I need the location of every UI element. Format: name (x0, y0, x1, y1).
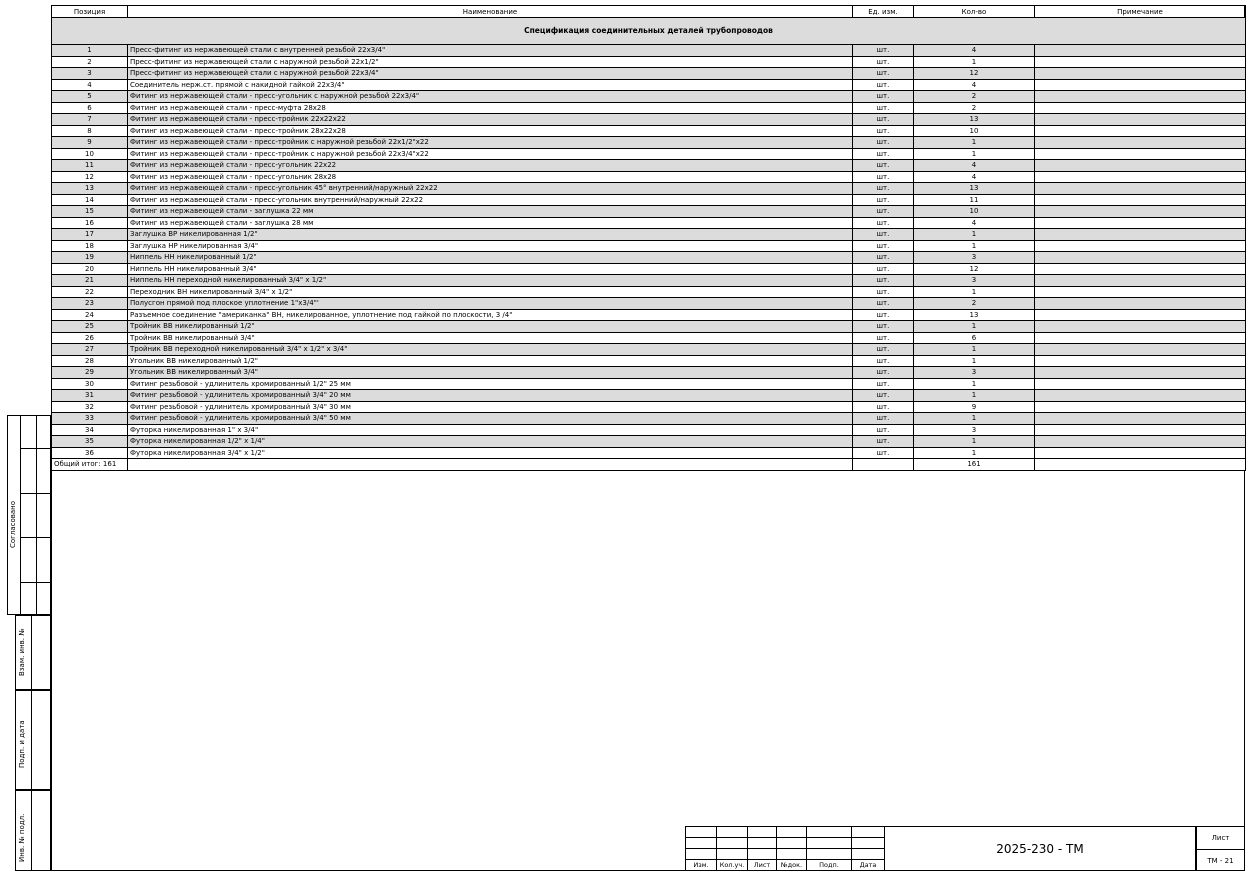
specification-table (51, 5, 1246, 471)
cell-pos: 25 (52, 321, 128, 333)
cell-unit: шт. (853, 240, 914, 252)
cell-qty: 1 (914, 355, 1035, 367)
table-row (52, 286, 1246, 298)
cell-qty: 4 (914, 45, 1035, 57)
table-row (52, 160, 1246, 172)
cell-unit: шт. (853, 45, 914, 57)
cell-note (1035, 125, 1246, 137)
cell-unit: шт. (853, 171, 914, 183)
cell-unit: шт. (853, 91, 914, 103)
cell-note (1035, 309, 1246, 321)
table-row (52, 171, 1246, 183)
cell-pos: 6 (52, 102, 128, 114)
cell-name: Фитинг из нержавеющей стали - заглушка 28 мм (128, 217, 853, 229)
cell-qty: 3 (914, 252, 1035, 264)
table-row (52, 148, 1246, 160)
cell-qty: 1 (914, 436, 1035, 448)
cell-pos: 23 (52, 298, 128, 310)
cell-name: Фитинг резьбовой - удлинитель хромированный 3/4" 20 мм (128, 390, 853, 402)
cell-qty: 1 (914, 390, 1035, 402)
cell-name: Угольник ВВ никелированный 1/2" (128, 355, 853, 367)
cell-pos: 3 (52, 68, 128, 80)
cell-qty: 1 (914, 286, 1035, 298)
title-block-grid (685, 826, 885, 871)
cell-unit: шт. (853, 332, 914, 344)
cell-unit: шт. (853, 367, 914, 379)
cell-pos: 36 (52, 447, 128, 459)
cell-pos: 32 (52, 401, 128, 413)
cell-name: Ниппель НН никелированный 3/4" (128, 263, 853, 275)
cell-qty: 13 (914, 309, 1035, 321)
cell-note (1035, 114, 1246, 126)
cell-name: Фитинг из нержавеющей стали - пресс-тройник 28х22х28 (128, 125, 853, 137)
cell-pos: 27 (52, 344, 128, 356)
total-qty: 161 (914, 459, 1035, 471)
cell-pos: 31 (52, 390, 128, 402)
table-row (52, 45, 1246, 57)
cell-pos: 12 (52, 171, 128, 183)
cell-pos: 1 (52, 45, 128, 57)
cell-unit: шт. (853, 114, 914, 126)
cell-unit: шт. (853, 344, 914, 356)
cell-unit: шт. (853, 125, 914, 137)
cell-name: Пресс-фитинг из нержавеющей стали с наружной резьбой 22х3/4" (128, 68, 853, 80)
cell-qty: 1 (914, 137, 1035, 149)
cell-qty: 4 (914, 171, 1035, 183)
table-row (52, 79, 1246, 91)
cell-note (1035, 229, 1246, 241)
col-header-note: Примечание (1035, 6, 1246, 18)
cell-unit: шт. (853, 263, 914, 275)
cell-qty: 1 (914, 344, 1035, 356)
table-row (52, 263, 1246, 275)
table-row (52, 114, 1246, 126)
table-row (52, 183, 1246, 195)
cell-unit: шт. (853, 137, 914, 149)
cell-pos: 19 (52, 252, 128, 264)
cell-note (1035, 68, 1246, 80)
cell-pos: 26 (52, 332, 128, 344)
cell-unit: шт. (853, 298, 914, 310)
cell-pos: 15 (52, 206, 128, 218)
cell-name: Фитинг из нержавеющей стали - пресс-угольник 45° внутренний/наружный 22х22 (128, 183, 853, 195)
sheet-label: Лист (1197, 827, 1244, 850)
table-row (52, 240, 1246, 252)
cell-name: Фитинг из нержавеющей стали - пресс-угольник внутренний/наружный 22х22 (128, 194, 853, 206)
cell-qty: 1 (914, 56, 1035, 68)
cell-note (1035, 263, 1246, 275)
agreed-rows (20, 415, 51, 615)
tb-header-list: Лист (748, 860, 777, 871)
cell-pos: 35 (52, 436, 128, 448)
cell-note (1035, 160, 1246, 172)
sheet-cell (1196, 826, 1245, 871)
col-header-name: Наименование (128, 6, 853, 18)
cell-note (1035, 321, 1246, 333)
cell-pos: 29 (52, 367, 128, 379)
cell-pos: 9 (52, 137, 128, 149)
tb-header-izm: Изм. (686, 860, 717, 871)
cell-qty: 10 (914, 125, 1035, 137)
cell-name: Фитинг из нержавеющей стали - заглушка 22 мм (128, 206, 853, 218)
cell-note (1035, 355, 1246, 367)
cell-pos: 34 (52, 424, 128, 436)
cell-unit: шт. (853, 217, 914, 229)
cell-note (1035, 367, 1246, 379)
total-row (52, 459, 1246, 471)
cell-note (1035, 91, 1246, 103)
cell-pos: 24 (52, 309, 128, 321)
cell-unit: шт. (853, 229, 914, 241)
cell-name: Полусгон прямой под плоское уплотнение 1"х3/4"' (128, 298, 853, 310)
col-header-unit: Ед. изм. (853, 6, 914, 18)
cell-name: Переходник ВН никелированный 3/4" х 1/2" (128, 286, 853, 298)
cell-qty: 1 (914, 447, 1035, 459)
table-title: Спецификация соединительных деталей трубопроводов (52, 18, 1246, 45)
cell-note (1035, 286, 1246, 298)
cell-unit: шт. (853, 390, 914, 402)
table-row (52, 194, 1246, 206)
cell-pos: 7 (52, 114, 128, 126)
cell-pos: 4 (52, 79, 128, 91)
cell-note (1035, 332, 1246, 344)
cell-note (1035, 436, 1246, 448)
cell-qty: 2 (914, 102, 1035, 114)
cell-note (1035, 275, 1246, 287)
tb-header-podp: Подп. (807, 860, 852, 871)
cell-name: Фитинг из нержавеющей стали - пресс-тройник с наружной резьбой 22х1/2"х22 (128, 137, 853, 149)
cell-qty: 10 (914, 206, 1035, 218)
cell-note (1035, 252, 1246, 264)
cell-qty: 11 (914, 194, 1035, 206)
cell-note (1035, 424, 1246, 436)
table-row (52, 309, 1246, 321)
col-header-pos: Позиция (52, 6, 128, 18)
cell-name: Тройник ВВ никелированный 1/2" (128, 321, 853, 333)
table-row (52, 137, 1246, 149)
table-row (52, 436, 1246, 448)
table-row (52, 229, 1246, 241)
cell-unit: шт. (853, 401, 914, 413)
cell-note (1035, 137, 1246, 149)
document-code: 2025-230 - ТМ (884, 826, 1196, 871)
cell-note (1035, 447, 1246, 459)
cell-pos: 14 (52, 194, 128, 206)
cell-qty: 1 (914, 321, 1035, 333)
cell-name: Тройник ВВ переходной никелированный 3/4" х 1/2" х 3/4" (128, 344, 853, 356)
cell-note (1035, 148, 1246, 160)
table-row (52, 447, 1246, 459)
table-row (52, 367, 1246, 379)
cell-qty: 13 (914, 183, 1035, 195)
cell-pos: 10 (52, 148, 128, 160)
cell-qty: 1 (914, 378, 1035, 390)
cell-name: Заглушка ВР никелированная 1/2" (128, 229, 853, 241)
table-row (52, 91, 1246, 103)
cell-name: Соединитель нерж.ст. прямой с накидной гайкой 22х3/4" (128, 79, 853, 91)
cell-name: Футорка никелированная 3/4" х 1/2" (128, 447, 853, 459)
cell-name: Футорка никелированная 1" х 3/4" (128, 424, 853, 436)
cell-qty: 2 (914, 298, 1035, 310)
cell-unit: шт. (853, 447, 914, 459)
table-row (52, 424, 1246, 436)
cell-pos: 33 (52, 413, 128, 425)
table-row (52, 355, 1246, 367)
cell-note (1035, 79, 1246, 91)
inv-replace-label: Взам. инв. № (18, 628, 26, 676)
cell-name: Угольник ВВ никелированный 3/4" (128, 367, 853, 379)
cell-qty: 9 (914, 401, 1035, 413)
cell-note (1035, 217, 1246, 229)
table-row (52, 413, 1246, 425)
table-row (52, 252, 1246, 264)
cell-unit: шт. (853, 252, 914, 264)
cell-pos: 16 (52, 217, 128, 229)
table-row (52, 378, 1246, 390)
cell-qty: 1 (914, 413, 1035, 425)
tb-header-koluch: Кол.уч. (717, 860, 748, 871)
tb-header-data: Дата (852, 860, 885, 871)
cell-unit: шт. (853, 79, 914, 91)
cell-name: Фитинг из нержавеющей стали - пресс-тройник с наружной резьбой 22х3/4"х22 (128, 148, 853, 160)
cell-name: Футорка никелированная 1/2" х 1/4" (128, 436, 853, 448)
cell-pos: 28 (52, 355, 128, 367)
cell-name: Пресс-фитинг из нержавеющей стали с внутренней резьбой 22х3/4" (128, 45, 853, 57)
cell-unit: шт. (853, 286, 914, 298)
cell-unit: шт. (853, 194, 914, 206)
cell-name: Ниппель НН никелированный 1/2" (128, 252, 853, 264)
cell-unit: шт. (853, 148, 914, 160)
cell-note (1035, 413, 1246, 425)
cell-name: Фитинг резьбовой - удлинитель хромированный 3/4" 30 мм (128, 401, 853, 413)
table-row (52, 332, 1246, 344)
cell-note (1035, 378, 1246, 390)
cell-name: Фитинг из нержавеющей стали - пресс-угольник 22х22 (128, 160, 853, 172)
cell-name: Фитинг резьбовой - удлинитель хромированный 3/4" 50 мм (128, 413, 853, 425)
cell-note (1035, 102, 1246, 114)
cell-name: Фитинг резьбовой - удлинитель хромированный 1/2" 25 мм (128, 378, 853, 390)
table-row (52, 206, 1246, 218)
table-row (52, 275, 1246, 287)
cell-unit: шт. (853, 309, 914, 321)
cell-pos: 8 (52, 125, 128, 137)
tb-header-ndok: №док. (777, 860, 807, 871)
total-name-cell (128, 459, 853, 471)
header-row (52, 6, 1246, 18)
cell-qty: 1 (914, 148, 1035, 160)
table-row (52, 68, 1246, 80)
cell-qty: 12 (914, 263, 1035, 275)
cell-qty: 13 (914, 114, 1035, 126)
cell-note (1035, 171, 1246, 183)
total-unit-cell (853, 459, 914, 471)
cell-pos: 21 (52, 275, 128, 287)
cell-name: Заглушка НР никелированная 3/4" (128, 240, 853, 252)
col-header-qty: Кол-во (914, 6, 1035, 18)
cell-pos: 22 (52, 286, 128, 298)
cell-name: Тройник ВВ никелированный 3/4" (128, 332, 853, 344)
cell-name: Ниппель НН переходной никелированный 3/4" х 1/2" (128, 275, 853, 287)
cell-unit: шт. (853, 102, 914, 114)
cell-qty: 1 (914, 240, 1035, 252)
table-row (52, 401, 1246, 413)
cell-pos: 30 (52, 378, 128, 390)
cell-unit: шт. (853, 378, 914, 390)
cell-qty: 4 (914, 160, 1035, 172)
cell-unit: шт. (853, 183, 914, 195)
cell-name: Фитинг из нержавеющей стали - пресс-тройник 22х22х22 (128, 114, 853, 126)
cell-name: Фитинг из нержавеющей стали - пресс-муфта 28х28 (128, 102, 853, 114)
table-row (52, 321, 1246, 333)
cell-qty: 4 (914, 217, 1035, 229)
cell-pos: 5 (52, 91, 128, 103)
agreed-label: Согласовано (9, 500, 17, 548)
cell-unit: шт. (853, 413, 914, 425)
cell-unit: шт. (853, 275, 914, 287)
cell-unit: шт. (853, 436, 914, 448)
cell-note (1035, 240, 1246, 252)
cell-pos: 2 (52, 56, 128, 68)
cell-note (1035, 183, 1246, 195)
cell-note (1035, 56, 1246, 68)
cell-unit: шт. (853, 206, 914, 218)
cell-note (1035, 45, 1246, 57)
cell-qty: 3 (914, 275, 1035, 287)
cell-unit: шт. (853, 56, 914, 68)
cell-qty: 6 (914, 332, 1035, 344)
table-row (52, 102, 1246, 114)
table-row (52, 217, 1246, 229)
title-block-headers (686, 860, 885, 871)
cell-note (1035, 206, 1246, 218)
table-row (52, 344, 1246, 356)
cell-note (1035, 390, 1246, 402)
cell-pos: 11 (52, 160, 128, 172)
cell-name: Фитинг из нержавеющей стали - пресс-угольник с наружной резьбой 22х3/4" (128, 91, 853, 103)
cell-qty: 1 (914, 229, 1035, 241)
cell-qty: 2 (914, 91, 1035, 103)
cell-pos: 20 (52, 263, 128, 275)
table-row (52, 125, 1246, 137)
cell-qty: 4 (914, 79, 1035, 91)
cell-name: Пресс-фитинг из нержавеющей стали с наружной резьбой 22х1/2" (128, 56, 853, 68)
cell-unit: шт. (853, 160, 914, 172)
total-note-cell (1035, 459, 1246, 471)
cell-note (1035, 401, 1246, 413)
inv-orig-label: Инв. № подл. (18, 813, 26, 862)
cell-qty: 12 (914, 68, 1035, 80)
cell-name: Фитинг из нержавеющей стали - пресс-угольник 28х28 (128, 171, 853, 183)
cell-note (1035, 194, 1246, 206)
cell-unit: шт. (853, 321, 914, 333)
cell-unit: шт. (853, 68, 914, 80)
cell-name: Разъемное соединение "американка" ВН, никелированное, уплотнение под гайкой по плоскости, 3 /4" (128, 309, 853, 321)
cell-qty: 3 (914, 424, 1035, 436)
cell-qty: 3 (914, 367, 1035, 379)
cell-unit: шт. (853, 424, 914, 436)
cell-note (1035, 344, 1246, 356)
table-row (52, 56, 1246, 68)
cell-pos: 17 (52, 229, 128, 241)
sheet-value: ТМ - 21 (1207, 857, 1234, 865)
total-label: Общий итог: 161 (52, 459, 128, 471)
cell-unit: шт. (853, 355, 914, 367)
sign-date-label: Подп. и дата (18, 720, 26, 768)
cell-pos: 13 (52, 183, 128, 195)
cell-pos: 18 (52, 240, 128, 252)
table-row (52, 298, 1246, 310)
cell-note (1035, 298, 1246, 310)
table-row (52, 390, 1246, 402)
table-body (52, 45, 1246, 459)
